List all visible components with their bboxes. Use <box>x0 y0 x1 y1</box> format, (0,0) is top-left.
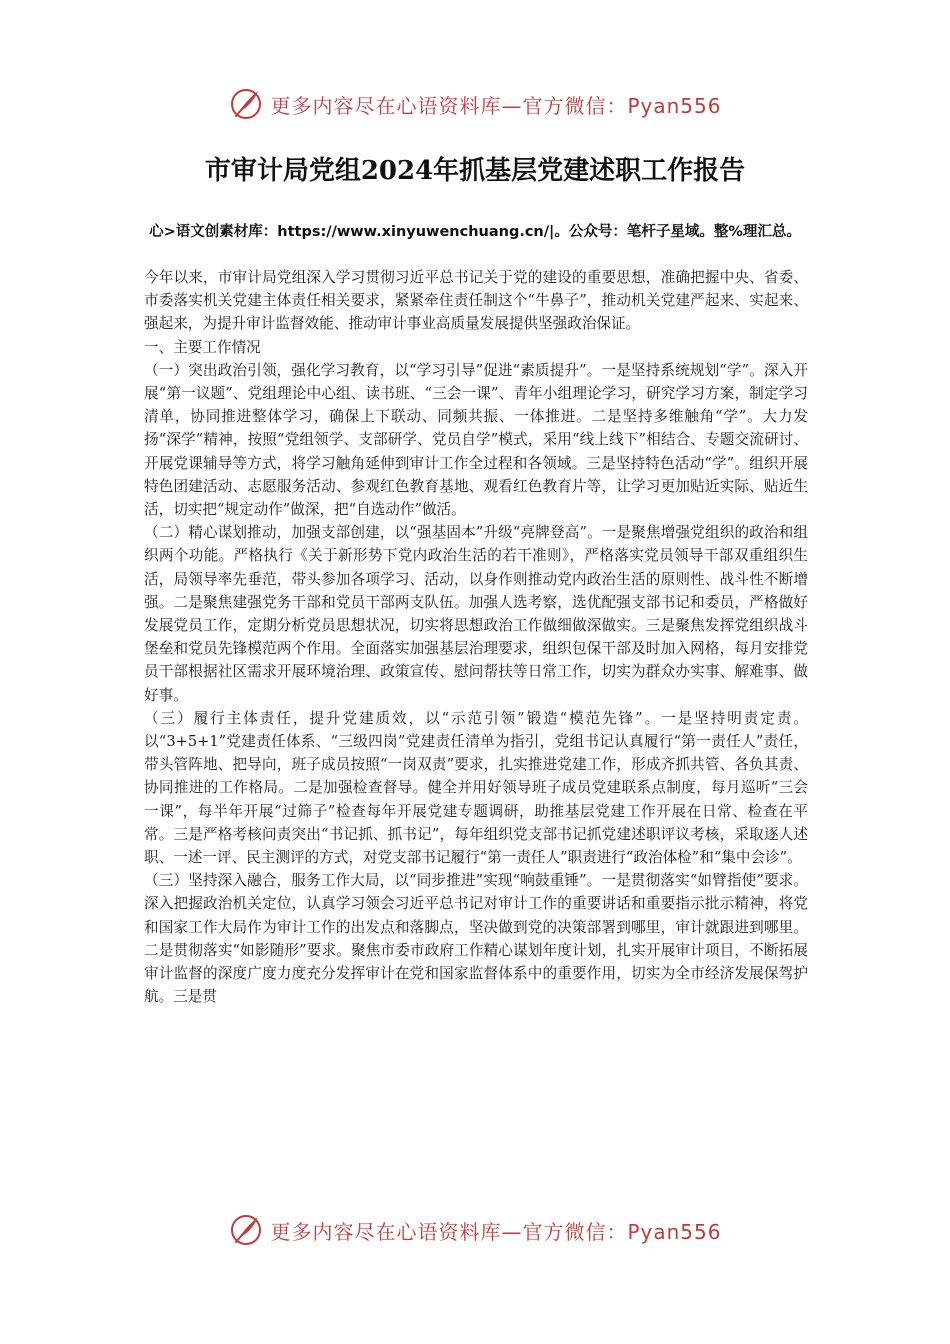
source-note: 心>语文创素材库：https://www.xinyuwenchuang.cn/|。公众号：笔杆子星域。整%理汇总。 <box>149 224 801 240</box>
paragraph-2: （二）精心谋划推动，加强支部创建，以“强基固本”升级“亮牌登高”。一是聚焦增强党组织的政治和组织两个功能。严格执行《关于新形势下党内政治生活的若干准则》，严格落实党员领导干部双重组织生活，局领导率先垂范，带头参加各项学习、活动，以身作则推动党内政治生活的原则性、战斗性不断增强。二是聚焦建强党务干部和党员干部两支队伍。加强人选考察，选优配强支部书记和委员，严格做好发展党员工作，定期分析党员思想状况，切实将思想政治工作做细做深做实。三是聚焦发挥党组织战斗堡垒和党员先锋模范两个作用。全面落实加强基层治理要求，组织包保干部及时加入网格，每月安排党员干部根据社区需求开展环境治理、政策宣传、慰问帮扶等日常工作，切实为群众办实事、解难事、做好事。 <box>144 524 808 704</box>
footer-watermark-banner <box>0 1208 950 1252</box>
feather-pen-logo-icon <box>228 86 264 122</box>
document-body <box>144 266 808 1009</box>
paragraph-3: （三）履行主体责任，提升党建质效，以“示范引领”锻造“模范先锋”。一是坚持明责定责。以“3+5+1”党建责任体系、“三级四岗”党建责任清单为指引，党组书记认真履行“第一责任人”责任，带头管阵地、把导向，班子成员按照“一岗双责”要求，扎实推进党建工作，形成齐抓共管、各负其责、协同推进的工作格局。二是加强检查督导。健全并用好领导班子成员党建联系点制度，每月巡听“三会一课”，每半年开展“过筛子”检查每年开展党建专题调研，助推基层党建工作开展在日常、检查在平常。三是严格考核问责突出“书记抓、抓书记”，每年组织党支部书记抓党建述职评议考核，采取逐人述职、一述一评、民主测评的方式，对党支部书记履行“第一责任人”职责进行“政治体检”和“集中会诊”。 <box>144 709 808 867</box>
header-watermark-banner <box>0 82 950 126</box>
watermark-text: 更多内容尽在心语资料库—官方微信：Pyan556 <box>270 93 722 118</box>
paragraph-intro: 今年以来，市审计局党组深入学习贯彻习近平总书记关于党的建设的重要思想，准确把握中央、省委、市委落实机关党建主体责任相关要求，紧紧牵住责任制这个“牛鼻子”，推动机关党建严起来、实起来、强起来，为提升审计监督效能、推动审计事业高质量发展提供坚强政治保证。 <box>144 269 808 333</box>
watermark-text: 更多内容尽在心语资料库—官方微信：Pyan556 <box>270 1219 722 1244</box>
document-title: 市审计局党组2024年抓基层党建述职工作报告 <box>204 156 746 186</box>
section-heading: 一、主要工作情况 <box>144 338 261 356</box>
paragraph-1: （一）突出政治引领，强化学习教育，以“学习引导”促进“素质提升”。一是坚持系统规划“学”。深入开展“第一议题”、党组理论中心组、读书班、“三会一课”、青年小组理论学习，研究学习方案，制定学习清单，协同推进整体学习，确保上下联动、同频共振、一体推进。二是坚持多维触角“学”。大力发扬“深学”精神，按照“党组领学、支部研学、党员自学”模式，采用“线上线下”相结合、专题交流研讨、开展党课辅导等方式，将学习触角延伸到审计工作全过程和各领域。三是坚持特色活动“学”。组织开展特色团建活动、志愿服务活动、参观红色教育基地、观看红色教育片等，让学习更加贴近实际、贴近生活，切实把“规定动作”做深，把“自选动作”做活。 <box>144 361 808 519</box>
paragraph-4: （三）坚持深入融合，服务工作大局，以“同步推进”实现“响鼓重锤”。一是贯彻落实“如臂指使”要求。深入把握政治机关定位，认真学习领会习近平总书记对审计工作的重要讲话和重要指示批示精神，将党和国家工作大局作为审计工作的出发点和落脚点，坚决做到党的决策部署到哪里，审计就跟进到哪里。二是贯彻落实“如影随形”要求。聚焦市委市政府工作精心谋划年度计划，扎实开展审计项目，不断拓展审计监督的深度广度力度充分发挥审计在党和国家监督体系中的重要作用，切实为全市经济发展保驾护航。三是贯 <box>144 872 808 1006</box>
feather-pen-logo-icon <box>228 1212 264 1248</box>
